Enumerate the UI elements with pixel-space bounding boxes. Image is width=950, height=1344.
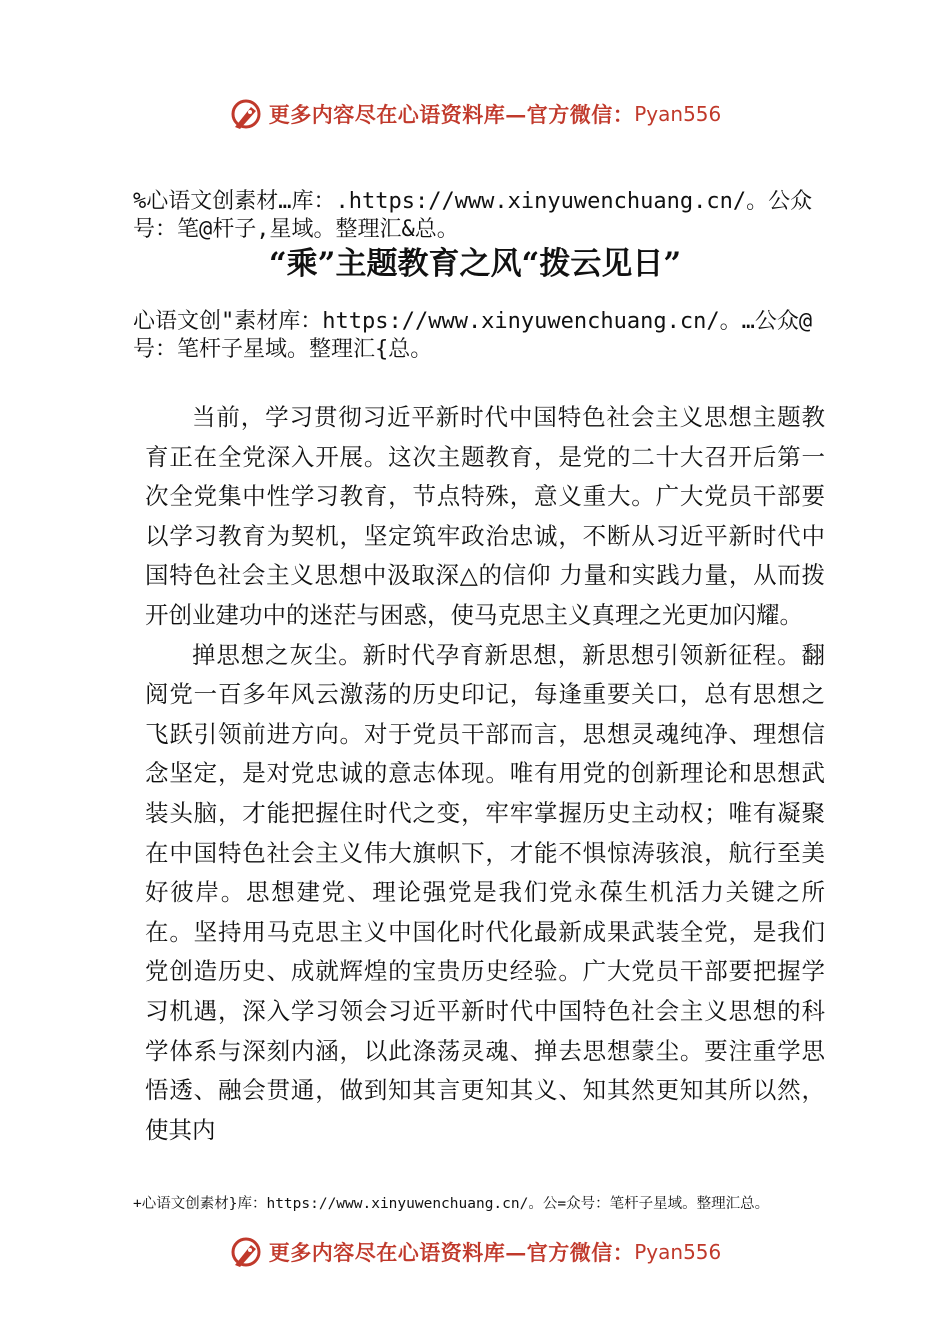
paragraph-2: 掸思想之灰尘。新时代孕育新思想，新思想引领新征程。翻阅党一百多年风云激荡的历史印记，每逢重要关口，总有思想之飞跃引领前进方向。对于党员干部而言，思想灵魂纯净、理想信念坚定，是对党忠诚的意志体现。唯有用党的创新理论和思想武装头脑，才能把握住时代之变，牢牢掌握历史主动权；唯有凝聚在中国特色社会主义伟大旗帜下，才能不惧惊涛骇浪，航行至美好彼岸。思想建党、理论强党是我们党永葆生机活力关键之所在。坚持用马克思主义中国化时代化最新成果武装全党，是我们党创造历史、成就辉煌的宝贵历史经验。广大党员干部要把握学习机遇，深入学习领会习近平新时代中国特色社会主义思想的科学体系与深刻内涵，以此涤荡灵魂、掸去思想蒙尘。要注重学思悟透、融会贯通，做到知其言更知其义、知其然更知其所以然，使其内 <box>145 640 825 1144</box>
banner-text: 更多内容尽在心语资料库—官方微信： <box>268 102 635 127</box>
header-banner <box>0 94 950 134</box>
banner-wechat-id: Pyan556 <box>634 102 722 126</box>
banner-text: 更多内容尽在心语资料库—官方微信： <box>268 1240 635 1265</box>
document-body <box>145 398 825 1150</box>
paragraph-1: 当前，学习贯彻习近平新时代中国特色社会主义思想主题教育正在全党深入开展。这次主题教育，是党的二十大召开后第一次全党集中性学习教育，节点特殊，意义重大。广大党员干部要以学习教育为契机，坚定筑牢政治忠诚，不断从习近平新时代中国特色社会主义思想中汲取深△的信仰 力量和实践力量，从而拨开创业建功中的迷茫与困惑，使马克思主义真理之光更加闪耀。 <box>145 403 825 629</box>
second-source-notice: 心语文创"素材库：https://www.xinyuwenchuang.cn/。…公众@号：笔杆子星域。整理汇{总。 <box>133 309 813 362</box>
document-title: “乘”主题教育之风“拨云见日” <box>268 246 682 282</box>
pen-nib-logo-icon <box>229 97 263 131</box>
footer-source-notice: +心语文创素材}库：https://www.xinyuwenchuang.cn/。公=众号：笔杆子星域。整理汇总。 <box>133 1196 770 1212</box>
pen-nib-logo-icon <box>229 1235 263 1269</box>
banner-wechat-id: Pyan556 <box>634 1240 722 1264</box>
top-source-notice: %心语文创素材…库：.https://www.xinyuwenchuang.cn/。公众号：笔@杆子,星域。整理汇&总。 <box>133 189 813 242</box>
footer-banner <box>0 1232 950 1272</box>
